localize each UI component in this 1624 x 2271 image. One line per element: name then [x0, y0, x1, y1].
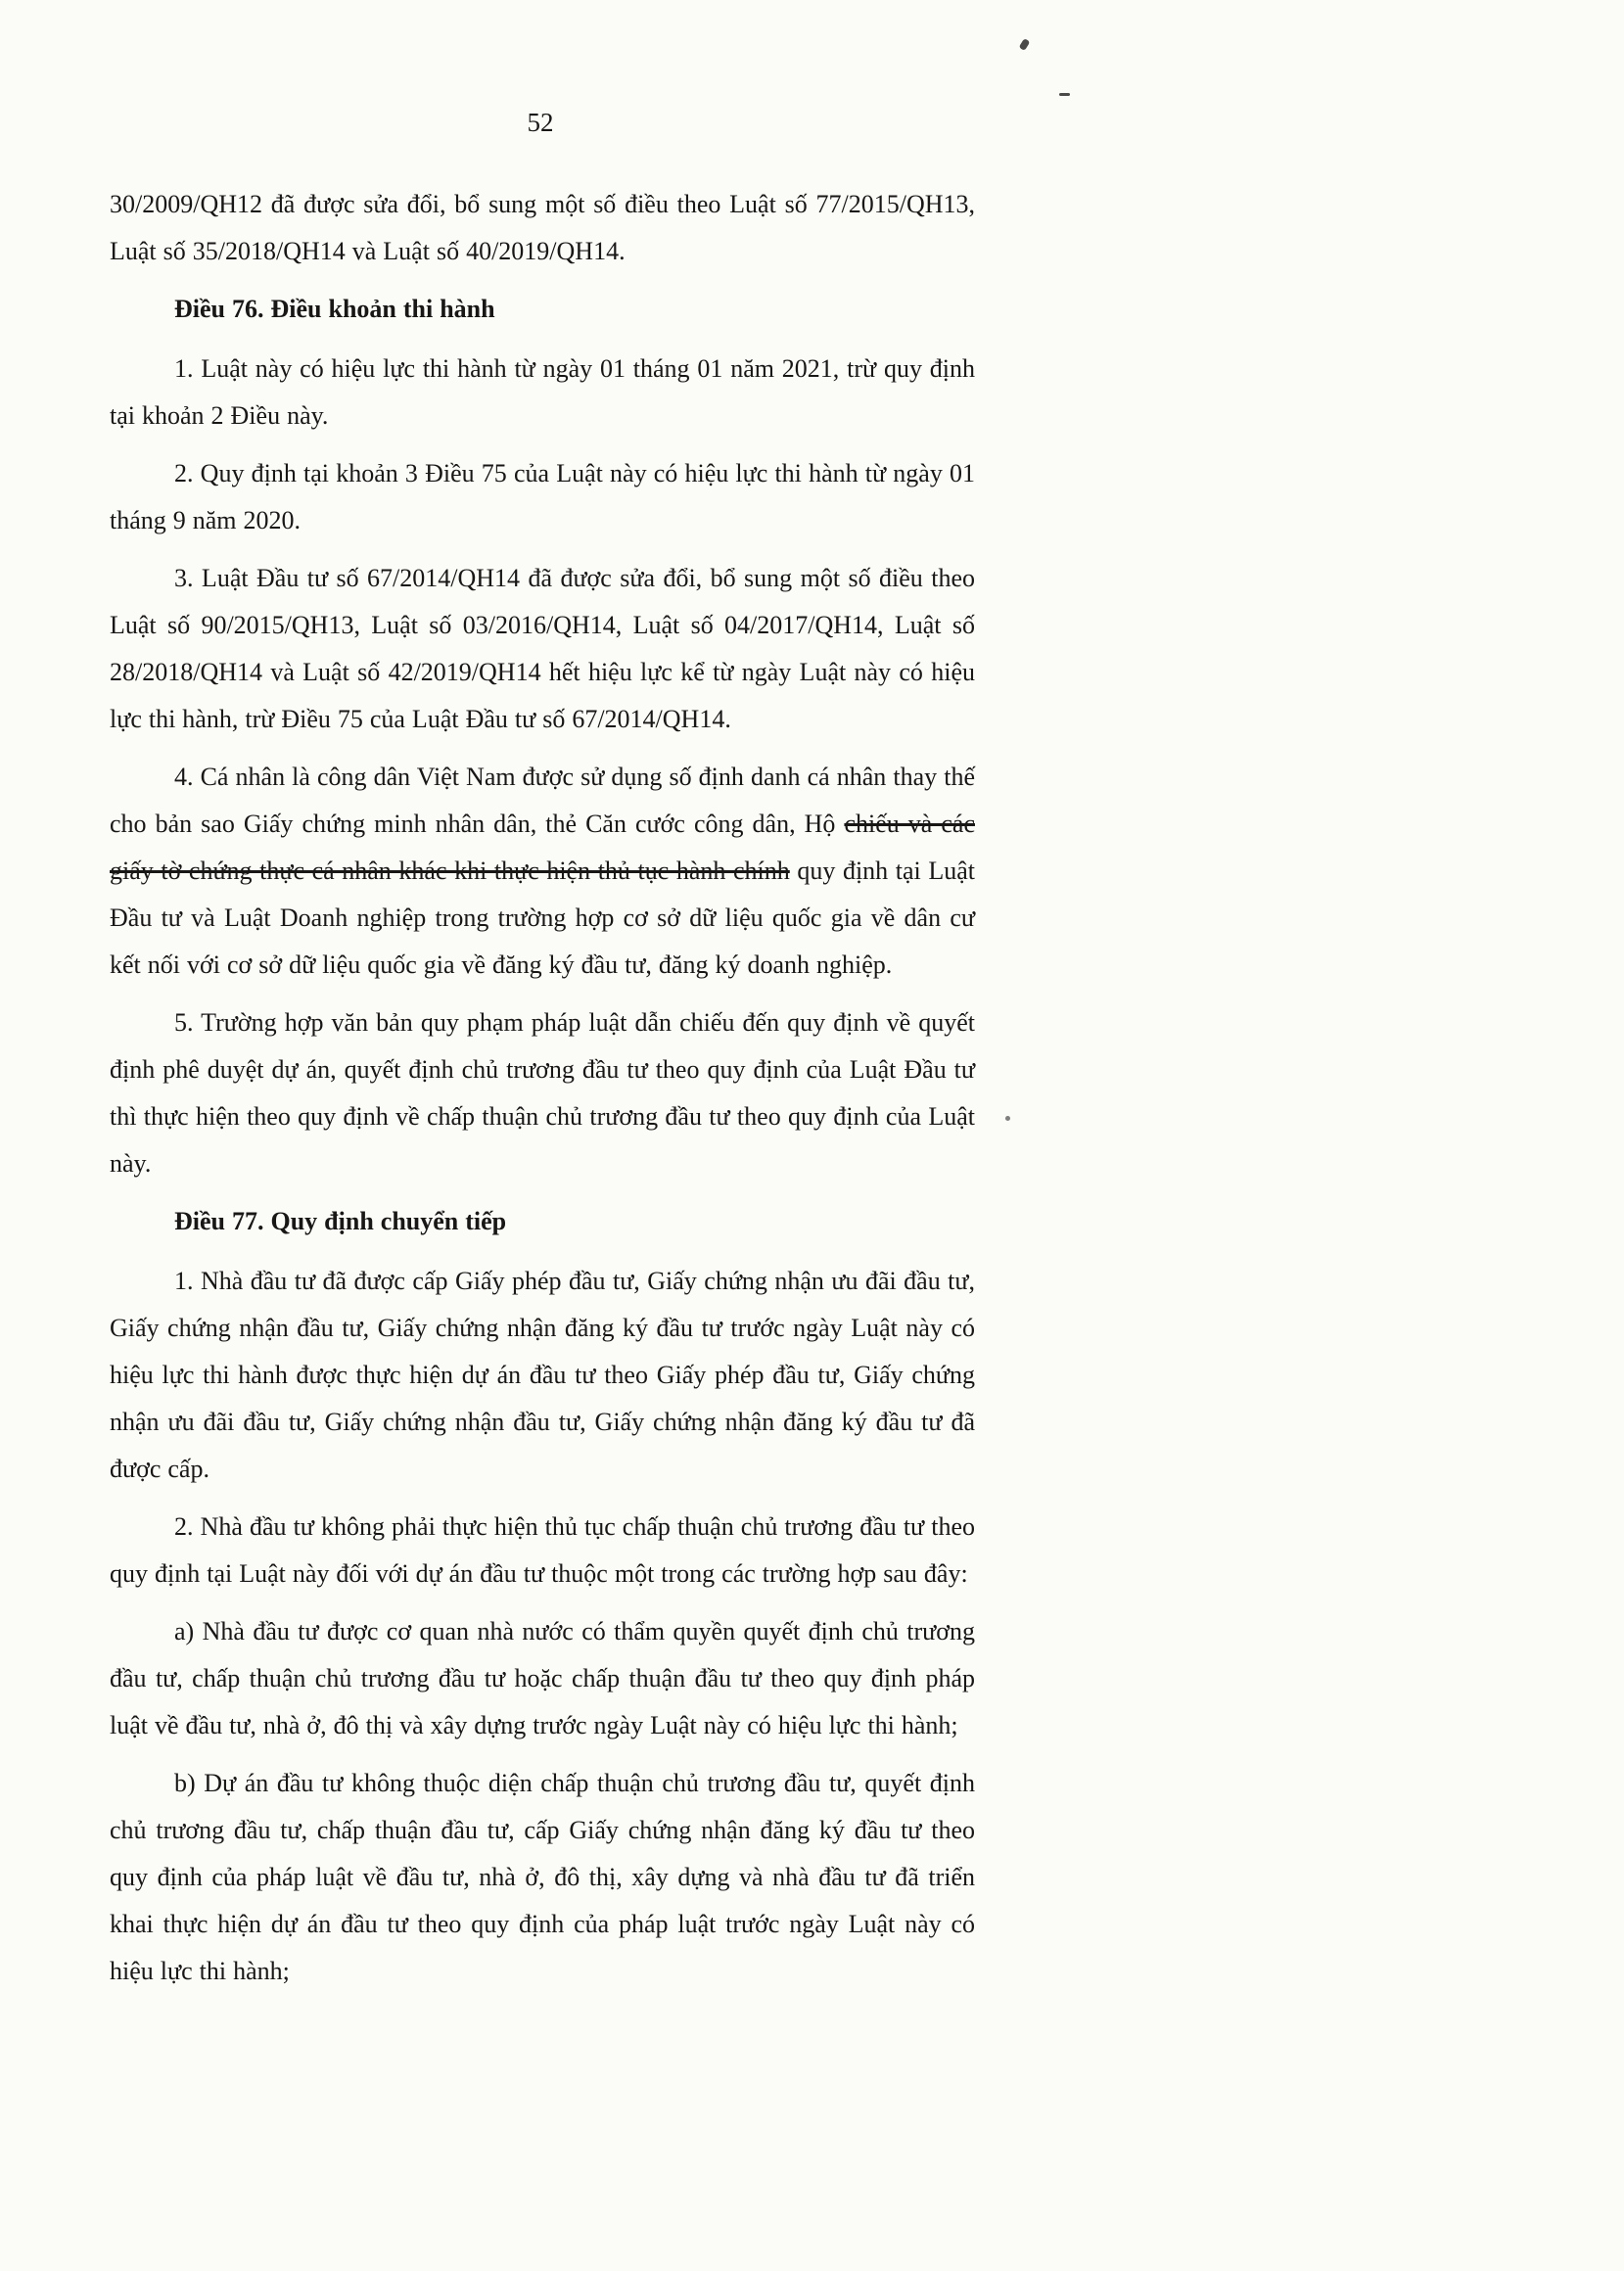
paragraph-continuation: 30/2009/QH12 đã được sửa đổi, bổ sung một số điều theo Luật số 77/2015/QH13, Luật số 35/2018/QH14 và Luật số 40/2019/QH14. [110, 190, 975, 265]
clause-4-text-after-strike: quy định tại Luật Đầu tư và Luật Doanh nghiệp trong trường hợp cơ sở dữ liệu quốc gia về dân cư kết nối với cơ sở dữ liệu quốc gia về đăng ký đầu tư, đăng ký doanh nghiệp. [110, 857, 975, 979]
clause-4-text-before-strike: 4. Cá nhân là công dân Việt Nam được sử dụng số định danh cá nhân thay thế cho bản sao Giấy chứng minh nhân dân, thẻ Căn cước công dân, Hộ [110, 763, 975, 838]
scan-speck [1005, 1116, 1010, 1121]
article-76-clause-4 [110, 754, 975, 989]
article-77-clause-2: 2. Nhà đầu tư không phải thực hiện thủ tục chấp thuận chủ trương đầu tư theo quy định tại Luật này đối với dự án đầu tư thuộc một trong các trường hợp sau đây: [110, 1512, 975, 1588]
article-77-clause-1: 1. Nhà đầu tư đã được cấp Giấy phép đầu tư, Giấy chứng nhận ưu đãi đầu tư, Giấy chứng nhận đầu tư, Giấy chứng nhận đăng ký đầu tư trước ngày Luật này có hiệu lực thi hành được thực hiện dự án đầu tư theo Giấy phép đầu tư, Giấy chứng nhận ưu đãi đầu tư, Giấy chứng nhận đầu tư, Giấy chứng nhận đăng ký đầu tư đã được cấp. [110, 1267, 975, 1483]
article-76-clause-1: 1. Luật này có hiệu lực thi hành từ ngày 01 tháng 01 năm 2021, trừ quy định tại khoản 2 Điều này. [110, 354, 975, 430]
scan-speck [1019, 38, 1031, 51]
page-number: 52 [527, 108, 554, 137]
scan-speck [1059, 93, 1070, 96]
article-76-clause-5: 5. Trường hợp văn bản quy phạm pháp luật dẫn chiếu đến quy định về quyết định phê duyệt dự án, quyết định chủ trương đầu tư theo quy định của Luật Đầu tư thì thực hiện theo quy định về chấp thuận chủ trương đầu tư theo quy định của Luật này. [110, 1008, 975, 1178]
article-77-clause-2b: b) Dự án đầu tư không thuộc diện chấp thuận chủ trương đầu tư, quyết định chủ trương đầu tư, chấp thuận đầu tư, cấp Giấy chứng nhận đăng ký đầu tư theo quy định của pháp luật về đầu tư, nhà ở, đô thị, xây dựng và nhà đầu tư đã triển khai thực hiện dự án đầu tư theo quy định của pháp luật trước ngày Luật này có hiệu lực thi hành; [110, 1769, 975, 1985]
document-content [110, 181, 975, 1995]
clause-4-struck-text: chiếu và các giấy tờ chứng thực cá nhân khác khi thực hiện thủ tục hành chính [110, 810, 975, 885]
article-77-clause-2a: a) Nhà đầu tư được cơ quan nhà nước có thẩm quyền quyết định chủ trương đầu tư, chấp thuận chủ trương đầu tư hoặc chấp thuận đầu tư theo quy định pháp luật về đầu tư, nhà ở, đô thị và xây dựng trước ngày Luật này có hiệu lực thi hành; [110, 1617, 975, 1739]
article-76-heading: Điều 76. Điều khoản thi hành [174, 295, 495, 323]
article-77-heading: Điều 77. Quy định chuyển tiếp [174, 1207, 507, 1235]
article-76-clause-2: 2. Quy định tại khoản 3 Điều 75 của Luật này có hiệu lực thi hành từ ngày 01 tháng 9 năm 2020. [110, 459, 975, 534]
article-76-clause-3: 3. Luật Đầu tư số 67/2014/QH14 đã được sửa đổi, bổ sung một số điều theo Luật số 90/2015/QH13, Luật số 03/2016/QH14, Luật số 04/2017/QH14, Luật số 28/2018/QH14 và Luật số 42/2019/QH14 hết hiệu lực kể từ ngày Luật này có hiệu lực thi hành, trừ Điều 75 của Luật Đầu tư số 67/2014/QH14. [110, 564, 975, 733]
